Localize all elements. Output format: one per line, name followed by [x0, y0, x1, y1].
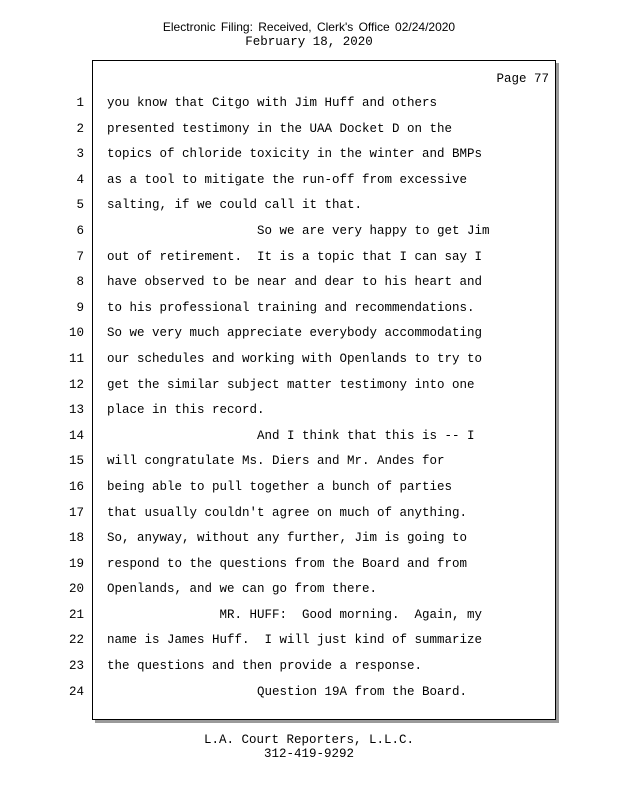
transcript-line: place in this record. [107, 403, 265, 418]
line-number: 16 [68, 479, 84, 494]
line-number: 17 [68, 505, 84, 520]
line-number: 15 [68, 454, 84, 469]
line-number: 2 [76, 121, 84, 136]
line-number-column [0, 91, 84, 705]
transcript-line: being able to pull together a bunch of parties [107, 479, 453, 494]
transcript-line: our schedules and working with Openlands to try to [107, 351, 483, 366]
transcript-line: presented testimony in the UAA Docket D on the [107, 121, 453, 136]
line-number: 3 [76, 147, 84, 162]
transcript-line: And I think that this is -- I [107, 428, 475, 443]
court-reporter-phone: 312-419-9292 [263, 747, 354, 761]
transcript-text [107, 91, 547, 705]
line-number: 8 [76, 275, 84, 290]
transcript-line: MR. HUFF: Good morning. Again, my [107, 607, 483, 622]
page-number: Page 77 [496, 72, 549, 86]
transcript-line: respond to the questions from the Board and from [107, 556, 468, 571]
transcript-date: February 18, 2020 [245, 35, 373, 49]
transcript-line: out of retirement. It is a topic that I can say I [107, 249, 483, 264]
transcript-line: name is James Huff. I will just kind of summarize [107, 633, 483, 648]
transcript-line: get the similar subject matter testimony into one [107, 377, 475, 392]
line-number: 1 [76, 96, 84, 110]
line-number: 23 [68, 659, 84, 674]
line-number: 4 [76, 172, 84, 187]
transcript-line: as a tool to mitigate the run-off from excessive [107, 172, 468, 187]
transcript-line: will congratulate Ms. Diers and Mr. Andes for [107, 454, 445, 469]
line-number: 24 [68, 684, 84, 699]
transcript-line: topics of chloride toxicity in the winter and BMPs [107, 147, 483, 162]
line-number: 22 [68, 633, 84, 648]
line-number: 18 [68, 531, 84, 546]
line-number: 12 [68, 377, 84, 392]
line-number: 14 [68, 428, 84, 443]
filing-stamp: Electronic Filing: Received, Clerk's Office 02/24/2020 [162, 20, 456, 34]
transcript-line: that usually couldn't agree on much of anything. [107, 505, 468, 520]
transcript-line: Openlands, and we can go from there. [107, 582, 378, 597]
transcript-line: So, anyway, without any further, Jim is going to [107, 531, 468, 546]
line-number: 19 [68, 556, 84, 571]
transcript-line: the questions and then provide a response. [107, 659, 423, 674]
line-number: 9 [76, 300, 84, 315]
transcript-line: So we very much appreciate everybody accommodating [107, 326, 483, 341]
transcript-line: Question 19A from the Board. [107, 684, 468, 699]
line-number: 21 [68, 607, 84, 622]
line-number: 7 [76, 249, 84, 264]
transcript-line: to his professional training and recommendations. [107, 300, 475, 315]
line-number: 11 [68, 351, 84, 366]
line-number: 10 [68, 326, 84, 341]
line-number: 6 [76, 223, 84, 238]
line-number: 20 [68, 582, 84, 597]
transcript-line: So we are very happy to get Jim [107, 223, 490, 238]
court-reporter-name: L.A. Court Reporters, L.L.C. [203, 733, 415, 747]
line-number: 5 [76, 198, 84, 213]
transcript-line: have observed to be near and dear to his heart and [107, 275, 483, 290]
transcript-line: salting, if we could call it that. [107, 198, 363, 213]
line-number: 13 [68, 403, 84, 418]
transcript-line: you know that Citgo with Jim Huff and others [107, 96, 438, 110]
